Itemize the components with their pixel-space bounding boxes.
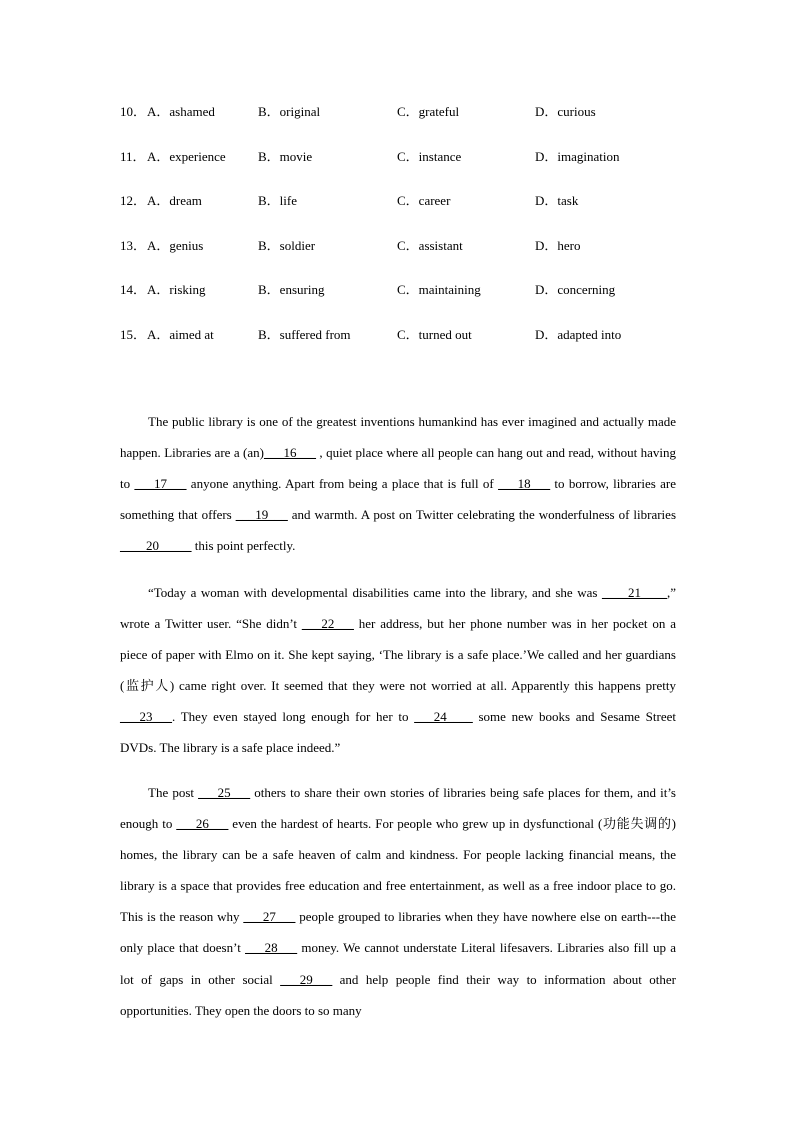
passage-paragraph-3 — [120, 777, 676, 1026]
option-c: C．instance — [397, 148, 462, 164]
option-a: A．experience — [147, 148, 226, 164]
question-number: 10． — [120, 104, 147, 119]
blank-19: ___19___ — [235, 507, 288, 523]
option-b: B．movie — [258, 148, 313, 164]
passage-text: people grouped to libraries when they have nowhere else on earth---the only place that doesn’t — [120, 909, 676, 956]
option-d: D．curious — [535, 104, 596, 119]
passage-text: The post — [148, 785, 199, 800]
question-13-options — [120, 235, 720, 280]
blank-24: ___24____ — [414, 709, 473, 725]
option-c: C．grateful — [397, 104, 460, 119]
passage-text: her address, but her phone number was in her pocket on a piece of paper with Elmo on it. She kept saying, ‘The library is a safe place.’We called and her guardians (监护人) came right over. It seemed that they were not worried at all. Apparently this happens pretty — [120, 616, 676, 694]
option-a: A．risking — [147, 282, 206, 297]
option-c: C．assistant — [397, 237, 463, 253]
passage-text: even the hardest of hearts. For people who grew up in dysfunctional (功能失调的) homes, the library can be a safe heaven of calm and kindness. For people lacking financial means, the library is a space that provides free education and free entertainment, as well as a free indoor place to go. This is the reason why — [120, 816, 676, 925]
passage-text: and help people find their way to information about other opportunities. They open the doors to so many — [120, 971, 676, 1018]
passage-text: some new books and Sesame Street DVDs. The library is a safe place indeed.” — [120, 709, 676, 756]
option-c: C．career — [397, 193, 451, 208]
passage-paragraph-1 — [120, 406, 676, 561]
blank-20: ____20_____ — [120, 538, 192, 554]
passage-text: anyone anything. Apart from being a place that is full of — [186, 476, 499, 492]
blank-25: ___25___ — [198, 785, 251, 800]
passage-text: money. We cannot understate Literal lifesavers. Libraries also fill up a lot of gaps in other social — [120, 940, 676, 987]
option-d: D．hero — [535, 237, 581, 253]
passage-text: , quiet place where all people can hang out and read, without having to — [120, 445, 677, 492]
passage-paragraph-2 — [120, 577, 676, 764]
option-d: D．task — [535, 193, 579, 208]
answer-options — [120, 101, 720, 368]
question-10-options — [120, 101, 720, 146]
passage-text: others to share their own stories of libraries being safe places for them, and it’s enough to — [120, 785, 676, 832]
passage-text: . They even stayed long enough for her to — [172, 709, 415, 725]
passage-text: “Today a woman with developmental disabilities came into the library, and she was — [148, 585, 602, 600]
blank-22: ___22___ — [301, 616, 354, 632]
passage-text: The public library is one of the greatest inventions humankind has ever imagined and actually made happen. Libraries are a (an) — [120, 414, 676, 461]
option-a: A．ashamed — [147, 104, 215, 119]
blank-26: ___26___ — [176, 816, 229, 832]
question-number: 14． — [120, 282, 147, 297]
blank-16: ___16___ — [263, 445, 316, 461]
question-number: 15． — [120, 326, 147, 342]
option-d: D．imagination — [535, 148, 620, 164]
option-c: C．maintaining — [397, 282, 481, 297]
question-number: 13． — [120, 237, 147, 253]
blank-21: ____21____ — [601, 585, 667, 600]
question-12-options — [120, 190, 720, 235]
passage-text: this point perfectly. — [191, 538, 296, 554]
blank-18: ___18___ — [498, 476, 551, 492]
question-15-options — [120, 324, 720, 369]
passage-text: ,” wrote a Twitter user. “She didn’t — [120, 585, 676, 632]
option-d: D．adapted into — [535, 326, 622, 342]
passage-text: and warmth. A post on Twitter celebrating the wonderfulness of libraries — [287, 507, 677, 523]
option-b: B．soldier — [258, 237, 316, 253]
blank-28: ___28___ — [245, 940, 298, 956]
option-a: A．genius — [147, 237, 204, 253]
option-b: B．suffered from — [258, 326, 351, 342]
option-b: B．ensuring — [258, 282, 325, 297]
blank-29: ___29___ — [280, 971, 333, 987]
blank-23: ___23___ — [120, 709, 172, 725]
question-11-options — [120, 146, 720, 191]
option-c: C．turned out — [397, 326, 472, 342]
question-number: 12． — [120, 193, 147, 208]
option-a: A．dream — [147, 193, 202, 208]
blank-27: ___27___ — [243, 909, 296, 925]
option-b: B．life — [258, 193, 297, 208]
option-b: B．original — [258, 104, 321, 119]
option-a: A．aimed at — [147, 326, 214, 342]
passage-text: to borrow, libraries are something that offers — [120, 476, 676, 523]
question-14-options — [120, 279, 720, 324]
option-d: D．concerning — [535, 282, 616, 297]
blank-17: ___17___ — [134, 476, 187, 492]
question-number: 11． — [120, 148, 146, 164]
